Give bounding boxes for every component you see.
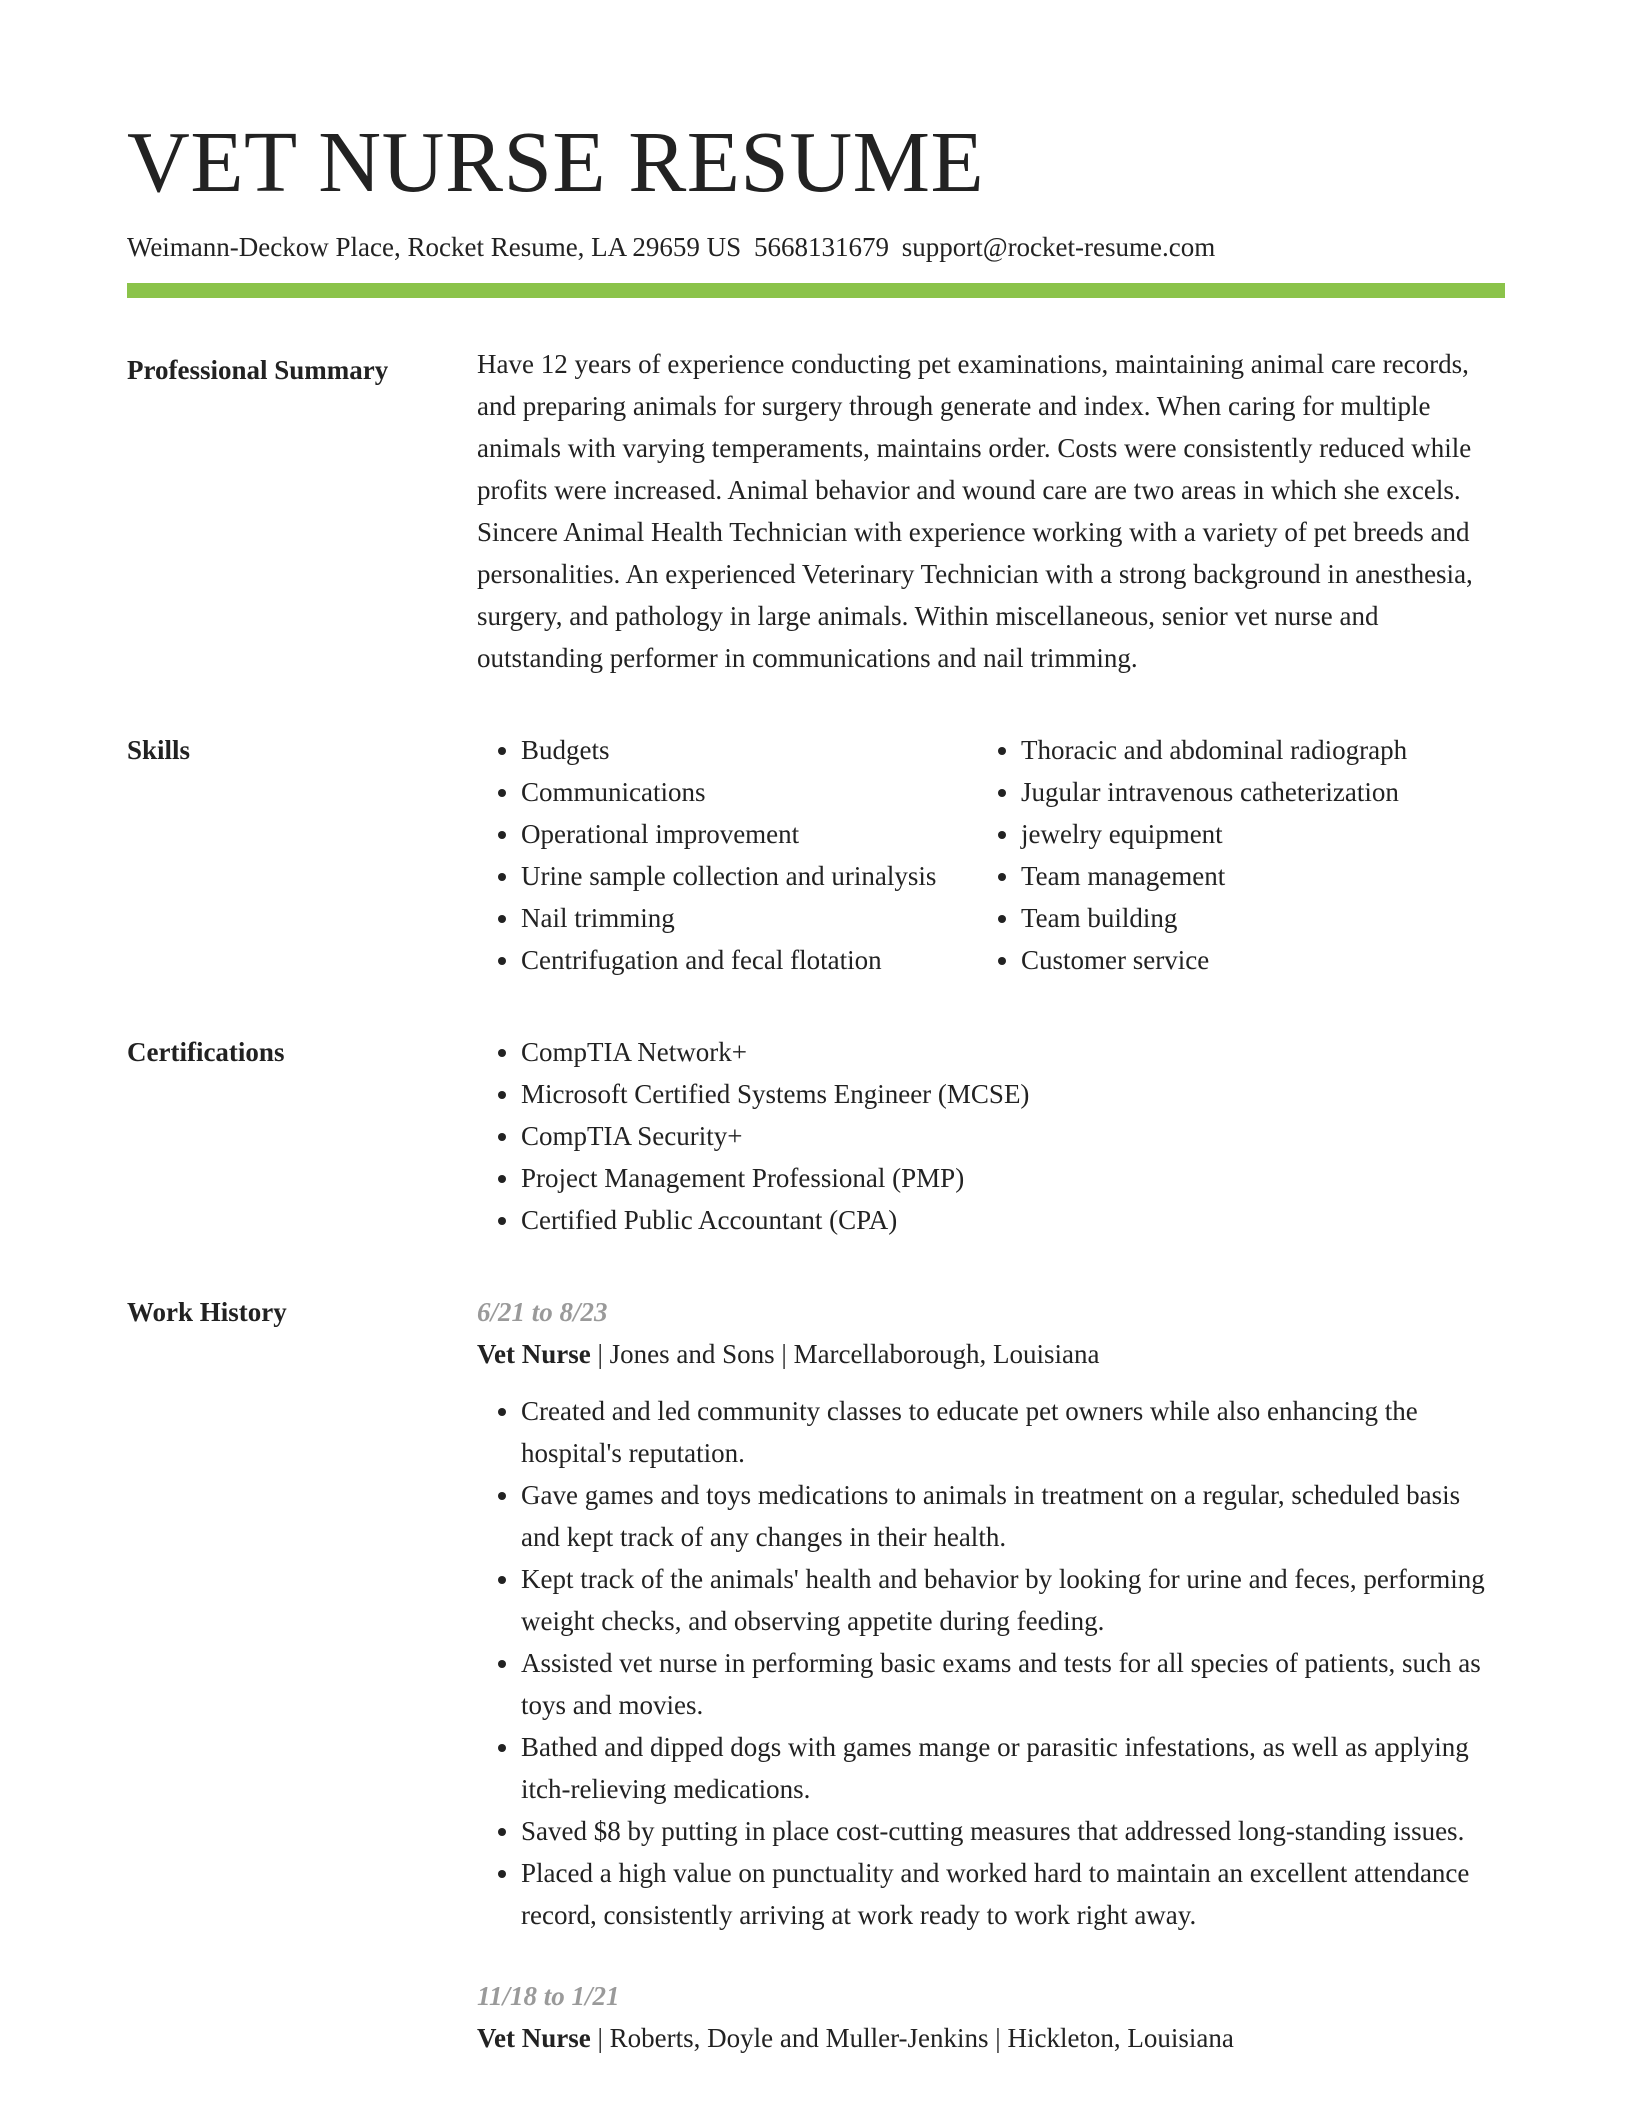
accent-divider (127, 283, 1505, 298)
certifications-heading: Certifications (127, 1037, 285, 1068)
contact-email: support@rocket-resume.com (901, 232, 1216, 262)
skill-item: • jewelry equipment (1021, 813, 1505, 855)
summary-text: Have 12 years of experience conducting pet examinations, maintaining animal care records, and preparing animals for surgery through generate and index. When caring for multiple animals with varying temperaments, maintains order. Costs were consistently reduced while profits were increased. Animal behavior and wound care are two areas in which she excels. Sincere Animal Health Technician with experience working with a variety of pet breeds and personalities. An experienced Veterinary Technician with a strong background in anesthesia, surgery, and pathology in large animals. Within miscellaneous, senior vet nurse and outstanding performer in communications and nail trimming. (477, 349, 1473, 674)
summary-section (127, 349, 1505, 679)
certifications-body (477, 1031, 1505, 1241)
job-header (477, 1333, 1505, 1375)
contact-address: Weimann-Deckow Place, Rocket Resume, LA 29659 US (127, 232, 742, 262)
work-history-section (127, 1291, 1505, 2059)
skill-item: • Operational improvement (521, 813, 977, 855)
skill-item: • Team building (1021, 897, 1505, 939)
skill-item: • Communications (521, 771, 977, 813)
job-bullet: • Saved $8 by putting in place cost-cutting measures that addressed long-standing issues. (521, 1810, 1505, 1852)
job-dates: 11/18 to 1/21 (477, 1981, 620, 2012)
skill-item: • Team management (1021, 855, 1505, 897)
job-bullet: • Kept track of the animals' health and behavior by looking for urine and feces, performing weight checks, and observing appetite during feeding. (521, 1558, 1505, 1642)
skill-item: • Centrifugation and fecal flotation (521, 939, 977, 981)
job-bullet: • Gave games and toys medications to animals in treatment on a regular, scheduled basis and kept track of any changes in their health. (521, 1474, 1505, 1558)
job-bullet: • Bathed and dipped dogs with games mange or parasitic infestations, as well as applying itch-relieving medications. (521, 1726, 1505, 1810)
job-title: Vet Nurse (477, 1339, 591, 1370)
job-bullet: • Placed a high value on punctuality and worked hard to maintain an excellent attendance record, consistently arriving at work ready to work right away. (521, 1852, 1505, 1936)
skill-item: • Nail trimming (521, 897, 977, 939)
job-details: | Jones and Sons | Marcellaborough, Louisiana (590, 1339, 1100, 1370)
job-bullet: • Created and led community classes to educate pet owners while also enhancing the hospital's reputation. (521, 1390, 1505, 1474)
skills-list-left (477, 729, 977, 981)
job-title: Vet Nurse (477, 2023, 591, 2054)
job-details: | Roberts, Doyle and Muller-Jenkins | Hickleton, Louisiana (590, 2023, 1234, 2054)
job-bullets (477, 1390, 1505, 1936)
summary-heading: Professional Summary (127, 355, 389, 386)
contact-line (127, 231, 1505, 263)
job-bullet: • Assisted vet nurse in performing basic exams and tests for all species of patients, such as toys and movies. (521, 1642, 1505, 1726)
certification-item: • CompTIA Network+ (521, 1031, 1505, 1073)
skill-item: • Urine sample collection and urinalysis (521, 855, 977, 897)
certification-item: • Certified Public Accountant (CPA) (521, 1199, 1505, 1241)
skills-heading: Skills (127, 735, 191, 766)
skills-list-right (977, 729, 1505, 981)
contact-phone: 5668131679 (753, 232, 889, 262)
job-entry (477, 1975, 1505, 2059)
job-entry (477, 1291, 1505, 1936)
certifications-list (477, 1031, 1505, 1241)
certification-item: • Microsoft Certified Systems Engineer (MCSE) (521, 1073, 1505, 1115)
resume-title: VET NURSE RESUME (127, 113, 985, 210)
skill-item: • Budgets (521, 729, 977, 771)
job-dates: 6/21 to 8/23 (477, 1297, 608, 1328)
work-history-body (477, 1291, 1505, 2059)
skill-item: • Customer service (1021, 939, 1505, 981)
work-history-heading: Work History (127, 1297, 287, 1328)
certification-item: • CompTIA Security+ (521, 1115, 1505, 1157)
skill-item: • Thoracic and abdominal radiograph (1021, 729, 1505, 771)
skills-section (127, 729, 1505, 981)
summary-body (477, 349, 1505, 679)
skills-grid (477, 729, 1505, 981)
certifications-section (127, 1031, 1505, 1241)
skill-item: • Jugular intravenous catheterization (1021, 771, 1505, 813)
certification-item: • Project Management Professional (PMP) (521, 1157, 1505, 1199)
job-header (477, 2017, 1505, 2059)
